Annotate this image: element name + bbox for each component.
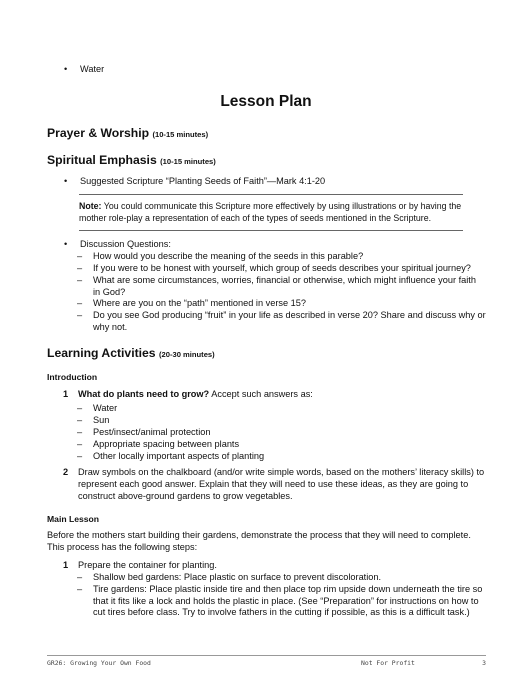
- question-item: [77, 263, 488, 275]
- page-title: Lesson Plan: [220, 93, 312, 110]
- scripture-item: [64, 175, 326, 187]
- item2-text: Draw symbols on the chalkboard (and/or write simple words, based on the mothers’ literacy skills) to represent each good answer. Explain that they will need to use these ideas, as they are going to construct above-ground gardens to grow vegetables.: [78, 467, 485, 501]
- note-text: You could communicate this Scripture more effectively by using illustrations or by having the mother role-play a representation of each of the types of seeds mentioned in the Scripture.: [79, 201, 462, 223]
- answer-text: Appropriate spacing between plants: [93, 439, 240, 449]
- main-lesson-text: Before the mothers start building their gardens, demonstrate the process that they will need to complete. This process has the following steps:: [47, 530, 471, 552]
- dash-icon: –: [77, 584, 83, 594]
- question-item: [77, 298, 488, 310]
- question-item: [77, 251, 488, 263]
- dash-icon: –: [77, 415, 83, 425]
- answer-item: [77, 415, 110, 427]
- question-text: Do you see God producing “fruit” in your life as described in verse 20? Share and discuss why or why not.: [93, 310, 486, 332]
- dash-icon: –: [77, 403, 83, 413]
- introduction-heading: Introduction: [47, 372, 98, 382]
- main-lesson-heading: Main Lesson: [47, 514, 100, 524]
- spiritual-heading-text: Spiritual Emphasis: [47, 153, 157, 167]
- answer-item: [77, 427, 211, 439]
- step-sub-text: Shallow bed gardens: Place plastic on surface to prevent discoloration.: [93, 572, 382, 582]
- page-number: 3: [482, 659, 486, 667]
- numbered-item: [63, 466, 488, 502]
- item-number: 1: [63, 389, 69, 399]
- footer-divider: [47, 655, 486, 656]
- numbered-step: [63, 559, 217, 571]
- dash-icon: –: [77, 572, 83, 582]
- dash-icon: –: [77, 310, 83, 320]
- item1-question: What do plants need to grow?: [78, 389, 210, 399]
- dash-icon: –: [77, 263, 83, 273]
- footer-title: GR26: Growing Your Own Food: [47, 659, 151, 667]
- step-sub-item: [77, 584, 491, 619]
- question-text: What are some circumstances, worries, financial or otherwise, which might influence your faith in God?: [93, 275, 476, 297]
- dash-icon: –: [77, 439, 83, 449]
- answer-text: Pest/insect/animal protection: [93, 427, 211, 437]
- answer-text: Other locally important aspects of planting: [93, 451, 265, 461]
- spiritual-duration: (10-15 minutes): [160, 157, 216, 166]
- top-bullet-text: Water: [80, 64, 105, 74]
- bullet-icon: •: [64, 64, 68, 74]
- dash-icon: –: [77, 251, 83, 261]
- answer-item: [77, 451, 265, 463]
- learning-duration: (20-30 minutes): [158, 350, 215, 359]
- numbered-item: [63, 388, 313, 400]
- footer-notice: Not For Profit: [361, 659, 415, 667]
- step-sub-item: [77, 572, 488, 584]
- answer-item: [77, 403, 118, 415]
- question-item: [77, 275, 485, 298]
- discussion-label: Discussion Questions:: [80, 239, 171, 249]
- answer-text: Water: [93, 403, 118, 413]
- step1-text: Prepare the container for planting.: [78, 560, 217, 570]
- scripture-text: Suggested Scripture “Planting Seeds of Faith”—Mark 4:1-20: [80, 176, 326, 186]
- dash-icon: –: [77, 298, 83, 308]
- learning-heading: [47, 346, 215, 360]
- question-text: Where are you on the “path” mentioned in verse 15?: [93, 298, 306, 308]
- prayer-duration: (10-15 minutes): [152, 130, 209, 139]
- learning-heading-text: Learning Activities: [47, 346, 156, 360]
- dash-icon: –: [77, 451, 83, 461]
- bullet-icon: •: [64, 176, 68, 186]
- question-text: How would you describe the meaning of the seeds in this parable?: [93, 251, 364, 261]
- question-text: If you were to be honest with yourself, which group of seeds describes your spiritual journey?: [93, 263, 471, 273]
- item1-text: Accept such answers as:: [209, 389, 313, 399]
- spiritual-heading: [47, 153, 216, 167]
- prayer-heading-text: Prayer & Worship: [47, 126, 150, 140]
- note-label: Note:: [79, 201, 102, 211]
- answer-text: Sun: [93, 415, 110, 425]
- step-number: 1: [63, 560, 69, 570]
- item-number: 2: [63, 467, 69, 477]
- step-sub-text: Tire gardens: Place plastic inside tire and then place top rim upside down underneath the tire so that it fits like a lock and holds the plastic in place. (See “Preparation” for instructions on how to cut tires before class. Try to involve fathers in the cutting if possible, as this is a difficult task.): [93, 584, 483, 618]
- note-box: [79, 194, 463, 231]
- answer-item: [77, 439, 240, 451]
- top-bullet-item: [64, 63, 105, 75]
- discussion-item: [64, 238, 171, 250]
- prayer-heading: [47, 126, 208, 140]
- bullet-icon: •: [64, 239, 68, 249]
- dash-icon: –: [77, 275, 83, 285]
- dash-icon: –: [77, 427, 83, 437]
- question-item: [77, 310, 488, 333]
